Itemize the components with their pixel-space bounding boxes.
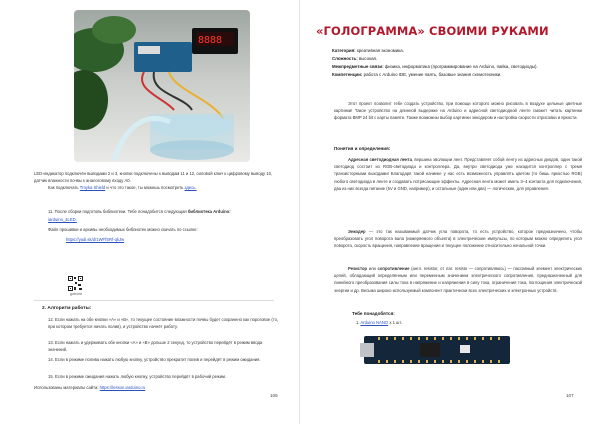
step-11-text: 11. После сборки подготовь библиотеки. Тебе понадобится следующая — [48, 209, 187, 214]
definition-text: , вершина эволюции лент. Представляет собой ленту из адресных диодов, один такой светодиод состоит из RGB-светодиода и контроллера. Да, внутри светодиода уже находится контроллер с тремя транзисторными выходами! Благодаря такой начинке у нас есть возможность управлять цветом (то бишь яркостью RGB) любого светодиода в ленте и создавать потрясающие эффекты. Адресная лента может иметь 3–4 контакта для подключения, два из них всегда питание (5V и GND, например), и остальные (один или два) — логические, для управления. — [334, 157, 582, 191]
files-text: Файл прошивки и архивы необходимых библиотек можно скачать по ссылке: — [48, 227, 198, 232]
arduino-nano-link[interactable]: Arduino NANO — [360, 320, 389, 325]
materials-link[interactable]: https://lesson.iarduino.ru — [99, 385, 146, 390]
intro-paragraph: Этот проект позволит тебе создать устройство, при помощи которого можно рисовать в воздухе цельные цветные картинки! Такое устройство на длинной выдержке на Arduino и адресной светодиодной ленте сможет читать картинки формата BMP 24 bit с карты памяти. Также возможны выбор картинки энкодером и настройка скорости отрисовки и яркости. — [334, 101, 582, 121]
algo-item: 14. Если в режиме полива нажать любую кнопку, устройство прекратит полив и перейдёт в режим ожидания. — [48, 357, 261, 362]
caption: LED-индикатор подключён выводами 2 и 3, кнопки подключены к выводам 11 и 12, силовой ключ к цифровому выводу 10, датчик влажности почвы к аналоговому входу A0. — [34, 171, 273, 184]
materials-source — [34, 384, 284, 391]
algo-item: 12. Если нажать на обе кнопки «А» и «В», то текущее состояние влажности почвы будет сохранено как пороговое (то, при котором требуется начать полив), и устройство начнёт работу. — [48, 317, 279, 330]
need-title: Тебе понадобятся: — [352, 311, 395, 316]
algo-item: 13. Если нажать и удерживать обе кнопки «А» и «В» дольше 2 секунд, то устройство перейдёт в режим ввода значений. — [48, 340, 263, 353]
materials-prefix: Использованы материалы сайта: — [34, 385, 99, 390]
definition-encoder — [334, 228, 582, 250]
interdisciplinary-line — [332, 64, 582, 70]
definition-text: — это так называемый датчик угла поворота, то есть устройство, которое предназначено, чтобы преобразовать угол поворота вала (измеряемого объекта) в электрические импульсы, по которым можно определить угол поворота, скорость вращения, направление вращения и текущее положение относительно начальной точки. — [334, 229, 582, 249]
step-11-bold: библиотека Arduino: — [187, 209, 231, 214]
definition-resistor — [334, 265, 582, 294]
definition-term: Энкодер — [348, 229, 366, 234]
definition-term: Резистор — [348, 266, 368, 271]
chapter-title: «ГОЛОГРАММА» СВОИМИ РУКАМИ — [316, 24, 549, 38]
qr-code-icon — [68, 276, 83, 291]
svg-text:8888: 8888 — [198, 35, 223, 46]
need-item-qty: x 1 шт. — [389, 320, 403, 325]
algo-item: 15. Если в режиме ожидания нажать любую кнопку, устройство перейдёт в рабочий режим. — [48, 374, 227, 379]
definition-connector: или — [367, 266, 378, 271]
scheme-note-prefix: Как подключать — [48, 185, 79, 190]
algorithm-heading — [42, 306, 91, 311]
divider — [34, 300, 274, 301]
need-item-number: 1. — [356, 320, 360, 325]
definition-text: (англ. resistor, от лат. resisto — сопротивляюсь) — пассивный элемент электрических цепей, обладающий определённым или переменным значением электрического сопротивления, предназначенный для линейного преобразования силы тока в напряжение и напряжения в силу тока, ограничения тока, поглощения электрической энергии и др. Весьма широко используемый компонент практически всех электрических и электронных устройств. — [334, 266, 583, 293]
definition-term-2: сопротивление — [377, 266, 410, 271]
difficulty-label: Сложность: — [332, 56, 358, 61]
difficulty-line — [332, 56, 582, 62]
step-11 — [48, 208, 284, 215]
algorithm-title: Алгоритм работы: — [47, 306, 92, 311]
interdisciplinary-label: Межпредметные связи: — [332, 64, 384, 69]
library-line — [48, 216, 77, 223]
need-item — [356, 319, 402, 326]
here-link[interactable]: здесь. — [184, 185, 197, 190]
category-label: Категория: — [332, 48, 356, 53]
page-number-right: 107 — [566, 393, 574, 398]
competencies-line — [332, 72, 582, 78]
files-link[interactable]: https://yadi.sk/d/1WFfSRf-qkJw — [66, 237, 125, 242]
interdisciplinary-value: физика, информатика (программирование на Arduino, пайка, светодиоды). — [384, 64, 538, 69]
library-link[interactable]: iarduino_4LED. — [48, 217, 77, 222]
competencies-label: Компетенции: — [332, 72, 363, 77]
project-photo — [74, 10, 250, 162]
category-line — [332, 48, 582, 54]
arduino-nano-image — [360, 330, 514, 370]
difficulty-value: высокая. — [358, 56, 378, 61]
scheme-note — [48, 184, 278, 191]
files-line — [66, 236, 124, 243]
concepts-title: Понятия и определения: — [334, 146, 391, 151]
category-value: креативная экономика. — [356, 48, 404, 53]
algorithm-number: 2. — [42, 306, 47, 311]
definition-led-strip — [334, 156, 582, 192]
definition-term: Адресная светодиодная лента — [348, 157, 412, 162]
page-number-left: 106 — [270, 393, 278, 398]
troyka-shield-link[interactable]: Troyka Shield — [79, 185, 106, 190]
scheme-note-suffix: и что это такое, ты можешь посмотреть — [106, 185, 184, 190]
competencies-value: работа с Arduino IDE, умение паять, базовые знания схемотехники. — [363, 72, 502, 77]
qr-caption: goto.me — [70, 292, 83, 296]
